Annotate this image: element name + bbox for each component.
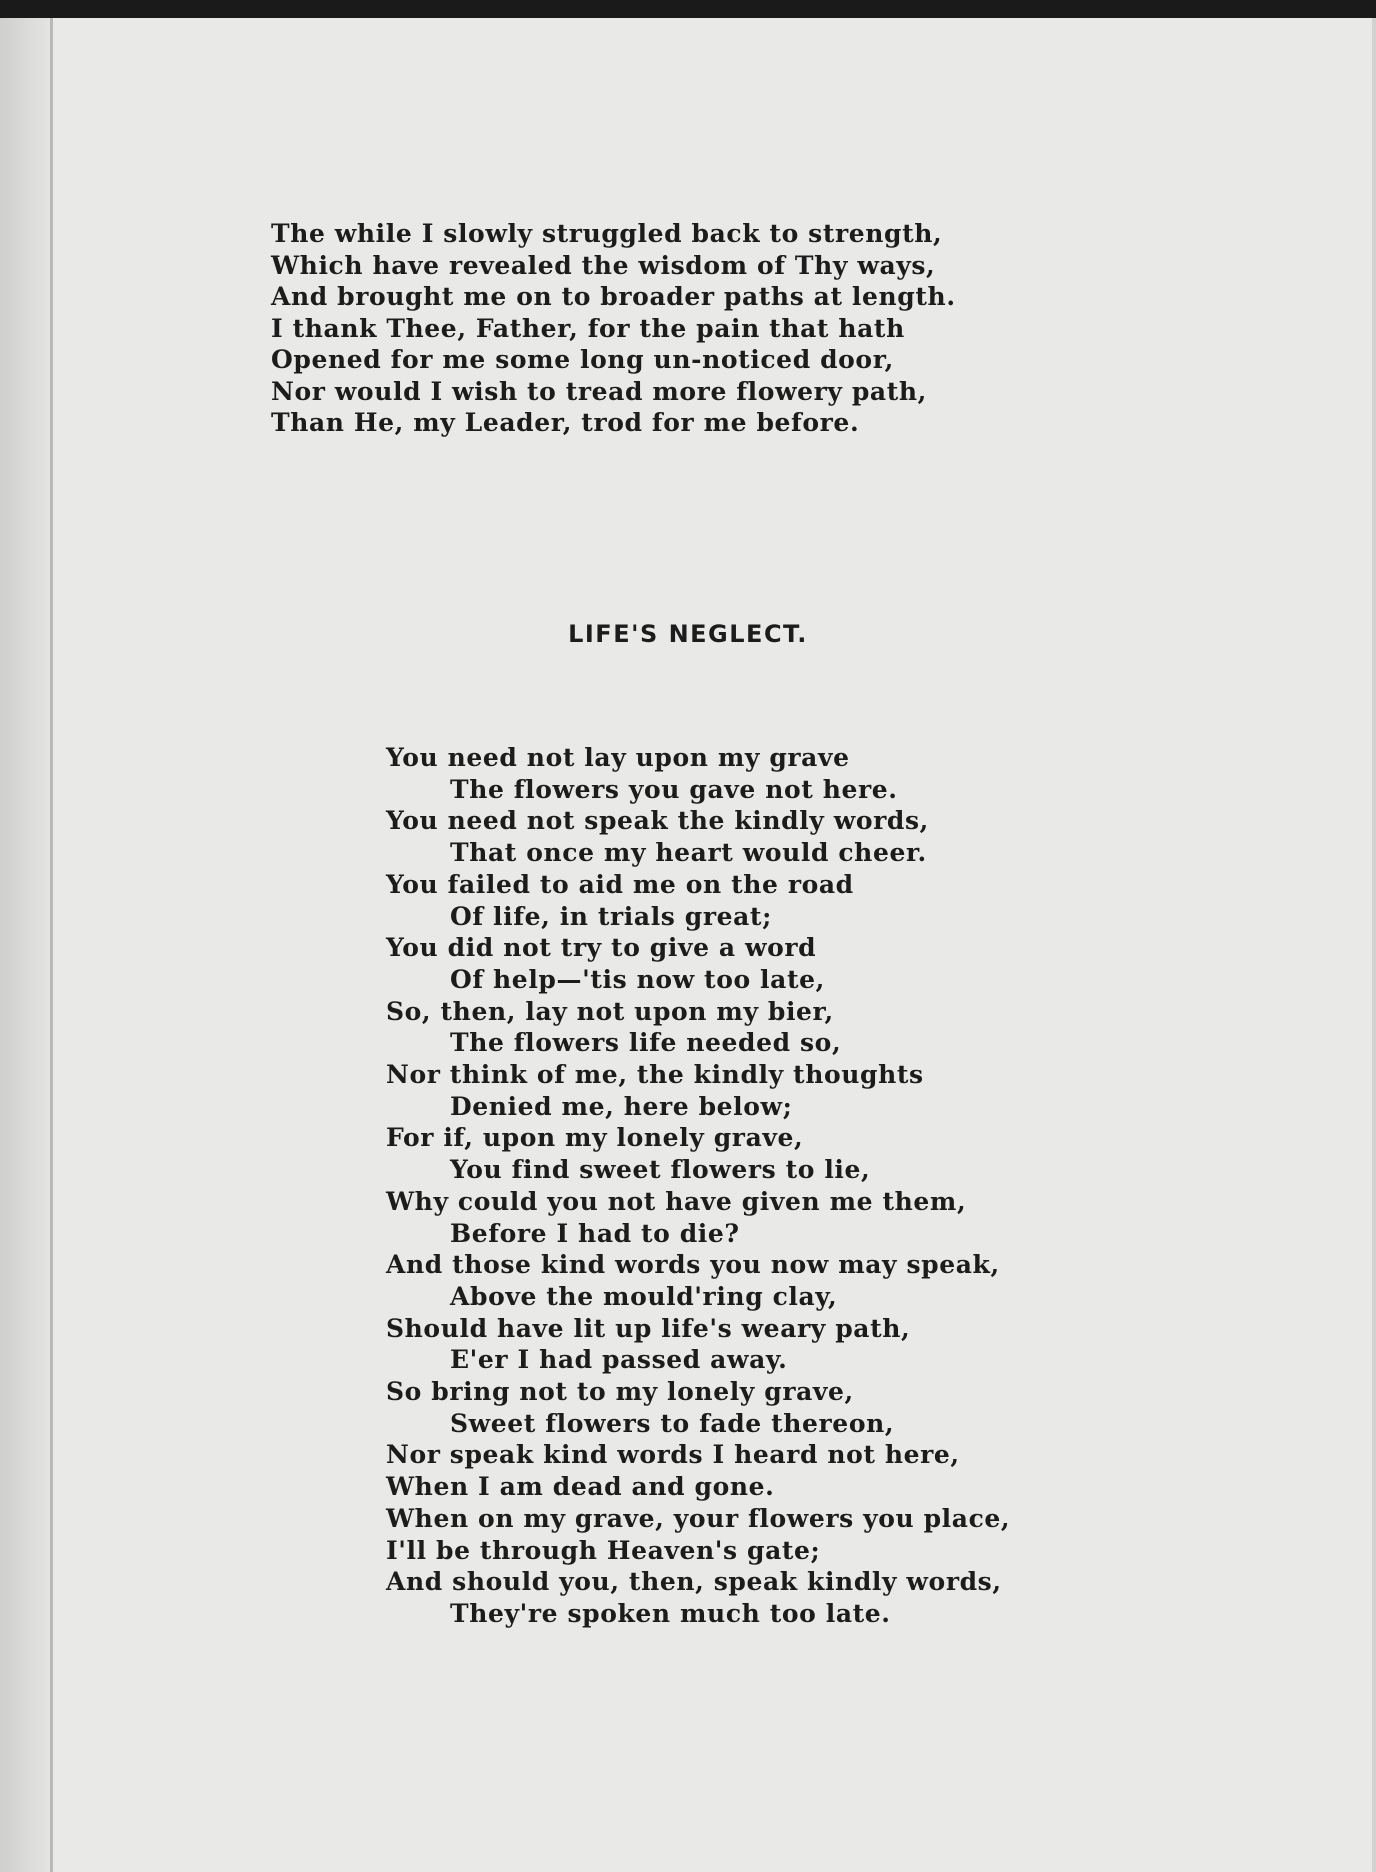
poem-body — [386, 742, 1066, 1630]
poem-line: Denied me, here below; — [450, 1091, 793, 1121]
poem-line: Sweet flowers to fade thereon, — [450, 1408, 895, 1438]
poem-line: The flowers you gave not here. — [450, 774, 898, 804]
poem-line: Should have lit up life's weary path, — [386, 1313, 911, 1343]
poem-line: And those kind words you now may speak, — [386, 1250, 1000, 1280]
poem-line: E'er I had passed away. — [450, 1345, 788, 1375]
page-right-edge — [1372, 18, 1376, 1872]
poem-line: You need not lay upon my grave — [386, 743, 850, 772]
poem-line: You need not speak the kindly words, — [386, 806, 929, 836]
poem-line: They're spoken much too late. — [450, 1598, 891, 1628]
verse-line: Nor would I wish to tread more flowery path, — [271, 376, 927, 406]
poem-line: Nor think of me, the kindly thoughts — [386, 1060, 924, 1090]
poem-line: And should you, then, speak kindly words, — [386, 1567, 1002, 1597]
verse-line: And brought me on to broader paths at length. — [271, 282, 956, 311]
verse-line: Opened for me some long un-noticed door, — [271, 345, 894, 374]
poem-line: When on my grave, your flowers you place, — [386, 1503, 1011, 1533]
poem-line: Why could you not have given me them, — [386, 1186, 967, 1216]
poem-line: You did not try to give a word — [386, 933, 817, 963]
verse-continuation — [271, 218, 1051, 439]
gutter-fold-line — [50, 18, 53, 1872]
verse-line: Which have revealed the wisdom of Thy ways, — [271, 250, 936, 280]
poem-line: You failed to aid me on the road — [386, 869, 854, 899]
poem-line: When I am dead and gone. — [386, 1472, 775, 1502]
verse-line: The while I slowly struggled back to strength, — [271, 219, 943, 248]
poem-line: Nor speak kind words I heard not here, — [386, 1440, 960, 1470]
poem-line: Of help—'tis now too late, — [450, 964, 825, 994]
poem-line: So bring not to my lonely grave, — [386, 1377, 854, 1407]
page-gutter — [0, 18, 50, 1872]
poem-line: For if, upon my lonely grave, — [386, 1123, 804, 1153]
poem-line: I'll be through Heaven's gate; — [386, 1535, 821, 1565]
poem-line: So, then, lay not upon my bier, — [386, 996, 834, 1026]
verse-line: I thank Thee, Father, for the pain that hath — [271, 313, 905, 343]
scan-top-border — [0, 0, 1376, 18]
verse-line: Than He, my Leader, trod for me before. — [271, 408, 860, 437]
poem-line: Of life, in trials great; — [450, 901, 772, 931]
poem-line: That once my heart would cheer. — [450, 838, 927, 868]
poem-line: The flowers life needed so, — [450, 1028, 842, 1058]
poem-line: You find sweet flowers to lie, — [450, 1155, 871, 1185]
poem-line: Above the mould'ring clay, — [450, 1281, 838, 1311]
poem-title: LIFE'S NEGLECT. — [568, 620, 808, 648]
poem-line: Before I had to die? — [450, 1218, 740, 1248]
